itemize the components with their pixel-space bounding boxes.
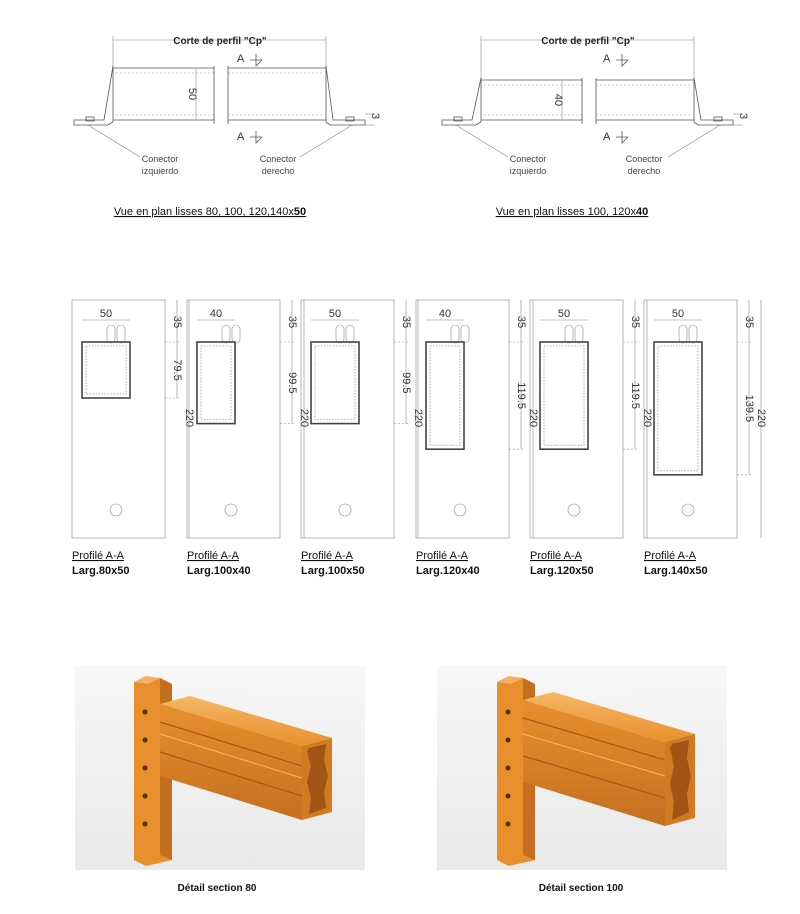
upright-hole-icon: [506, 794, 511, 799]
section-marker-top: A: [237, 53, 245, 65]
height-dimension: 79.5: [171, 359, 183, 381]
plan-view-right: [442, 36, 749, 218]
left-connector-label-1: Conector: [509, 154, 547, 164]
right-connector-label-2: derecho: [627, 166, 661, 176]
right-connector-label-1: Conector: [625, 154, 663, 164]
profile-size: Larg.80x50: [72, 565, 130, 577]
top-dimension: 35: [629, 315, 641, 329]
thickness-dimension: 3: [737, 112, 749, 120]
upright-hole-icon: [506, 822, 511, 827]
total-dimension: 220: [183, 408, 195, 428]
height-dimension: 139.5: [743, 394, 755, 423]
profile-title: Profilé A-A: [416, 550, 468, 562]
width-dimension: 50: [99, 308, 113, 320]
upright-hole-icon: [506, 738, 511, 743]
profile-title: Profilé A-A: [530, 550, 582, 562]
width-dimension: 40: [209, 308, 223, 320]
profile-size: Larg.100x40: [187, 565, 251, 577]
profile-title: Profilé A-A: [72, 550, 124, 562]
section-marker-bottom: A: [237, 131, 245, 143]
profile-sections: [72, 300, 767, 577]
total-dimension: 220: [641, 408, 653, 428]
profile-title: Profilé A-A: [187, 550, 239, 562]
section-marker-top: A: [603, 53, 611, 65]
height-dimension: 99.5: [286, 372, 298, 394]
plan-title: Corte de perfil "Cp": [173, 36, 267, 47]
plan-title: Corte de perfil "Cp": [541, 36, 635, 47]
profile-4: [530, 300, 653, 577]
detail-render-left: [75, 666, 365, 894]
upright-hole-icon: [143, 766, 148, 771]
profile-5: [644, 300, 767, 577]
height-dimension: 99.5: [400, 372, 412, 394]
upright-hole-icon: [143, 794, 148, 799]
width-dimension: 50: [557, 308, 571, 320]
left-connector-label-2: izquierdo: [509, 166, 547, 176]
width-dimension: 50: [671, 308, 685, 320]
plan-caption: Vue en plan lisses 80, 100, 120,140x50: [113, 206, 307, 218]
profile-3: [416, 300, 539, 577]
profile-1: [187, 300, 310, 577]
depth-dimension: 40: [552, 93, 564, 107]
top-dimension: 35: [171, 315, 183, 329]
total-dimension: 220: [412, 408, 424, 428]
thickness-dimension: 3: [369, 112, 381, 120]
top-dimension: 35: [286, 315, 298, 329]
upright-hole-icon: [143, 738, 148, 743]
detail-render-right: [437, 666, 727, 894]
width-dimension: 40: [438, 308, 452, 320]
profile-title: Profilé A-A: [644, 550, 696, 562]
detail-caption: Détail section 80: [177, 883, 257, 894]
height-dimension: 119.5: [515, 382, 527, 409]
left-connector-label-1: Conector: [141, 154, 179, 164]
profile-0: [72, 300, 195, 577]
total-dimension: 220: [527, 408, 539, 428]
section-marker-bottom: A: [603, 131, 611, 143]
detail-caption: Détail section 100: [538, 883, 624, 894]
profile-size: Larg.120x40: [416, 565, 480, 577]
upright-hole-icon: [506, 766, 511, 771]
depth-dimension: 50: [186, 87, 198, 101]
left-connector-label-2: izquierdo: [141, 166, 179, 176]
profile-title: Profilé A-A: [301, 550, 353, 562]
right-connector-label-2: derecho: [261, 166, 295, 176]
plan-caption: Vue en plan lisses 100, 120x40: [495, 206, 649, 218]
top-dimension: 35: [743, 315, 755, 329]
upright-hole-icon: [143, 710, 148, 715]
profile-size: Larg.100x50: [301, 565, 365, 577]
top-dimension: 35: [515, 315, 527, 329]
profile-size: Larg.140x50: [644, 565, 708, 577]
width-dimension: 50: [328, 308, 342, 320]
profile-2: [301, 300, 424, 577]
total-dimension: 220: [755, 408, 767, 428]
total-dimension: 220: [298, 408, 310, 428]
top-dimension: 35: [400, 315, 412, 329]
upright-hole-icon: [506, 710, 511, 715]
right-connector-label-1: Conector: [259, 154, 297, 164]
height-dimension: 119.5: [629, 382, 641, 409]
profile-size: Larg.120x50: [530, 565, 594, 577]
upright-hole-icon: [143, 822, 148, 827]
plan-view-left: [74, 36, 381, 218]
